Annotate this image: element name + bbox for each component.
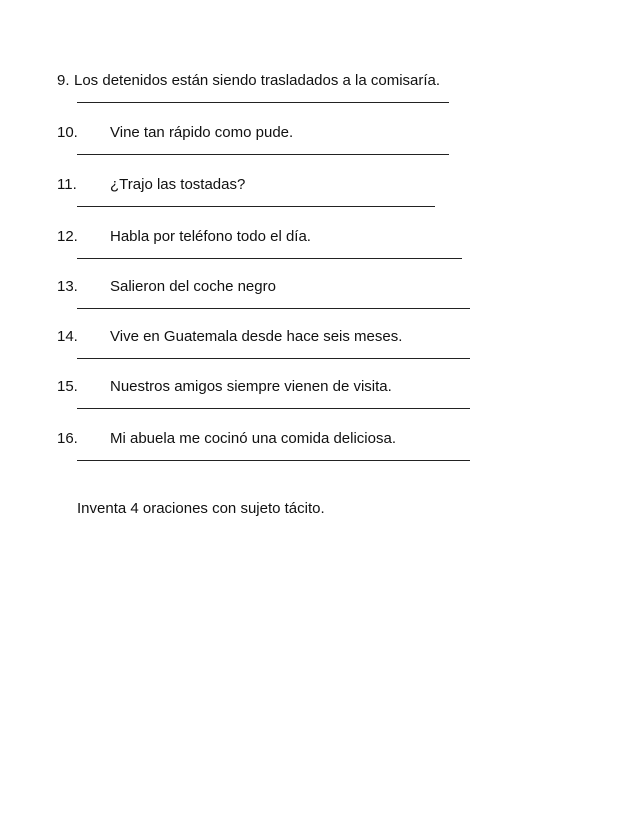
exercise-sentence: Mi abuela me cocinó una comida deliciosa. <box>110 430 396 447</box>
answer-line[interactable] <box>77 206 435 207</box>
exercise-11 <box>0 176 638 226</box>
exercise-sentence: Salieron del coche negro <box>110 278 276 295</box>
exercise-15 <box>0 378 638 428</box>
exercise-sentence: Los detenidos están siendo trasladados a la comisaría. <box>74 72 441 89</box>
exercise-sentence: Vive en Guatemala desde hace seis meses. <box>110 328 403 345</box>
answer-line[interactable] <box>77 358 470 359</box>
answer-line[interactable] <box>77 258 462 259</box>
exercise-number: 13. <box>57 278 78 295</box>
exercise-16 <box>0 430 638 480</box>
instruction-text: Inventa 4 oraciones con sujeto tácito. <box>77 500 325 517</box>
exercise-12 <box>0 228 638 278</box>
exercise-10 <box>0 124 638 174</box>
answer-line[interactable] <box>77 408 470 409</box>
exercise-9 <box>0 72 638 122</box>
exercise-number: 9. <box>57 72 70 89</box>
exercise-14 <box>0 328 638 378</box>
exercise-number: 14. <box>57 328 78 345</box>
answer-line[interactable] <box>77 154 449 155</box>
exercise-number: 15. <box>57 378 78 395</box>
exercise-sentence: Nuestros amigos siempre vienen de visita. <box>110 378 392 395</box>
answer-line[interactable] <box>77 460 470 461</box>
answer-line[interactable] <box>77 308 470 309</box>
exercise-sentence: ¿Trajo las tostadas? <box>110 176 246 193</box>
exercise-sentence: Habla por teléfono todo el día. <box>110 228 311 245</box>
exercise-sentence: Vine tan rápido como pude. <box>110 124 294 141</box>
answer-line[interactable] <box>77 102 449 103</box>
exercise-number: 11. <box>57 176 77 193</box>
exercise-number: 12. <box>57 228 78 245</box>
exercise-13 <box>0 278 638 328</box>
exercise-number: 10. <box>57 124 78 141</box>
exercise-number: 16. <box>57 430 78 447</box>
